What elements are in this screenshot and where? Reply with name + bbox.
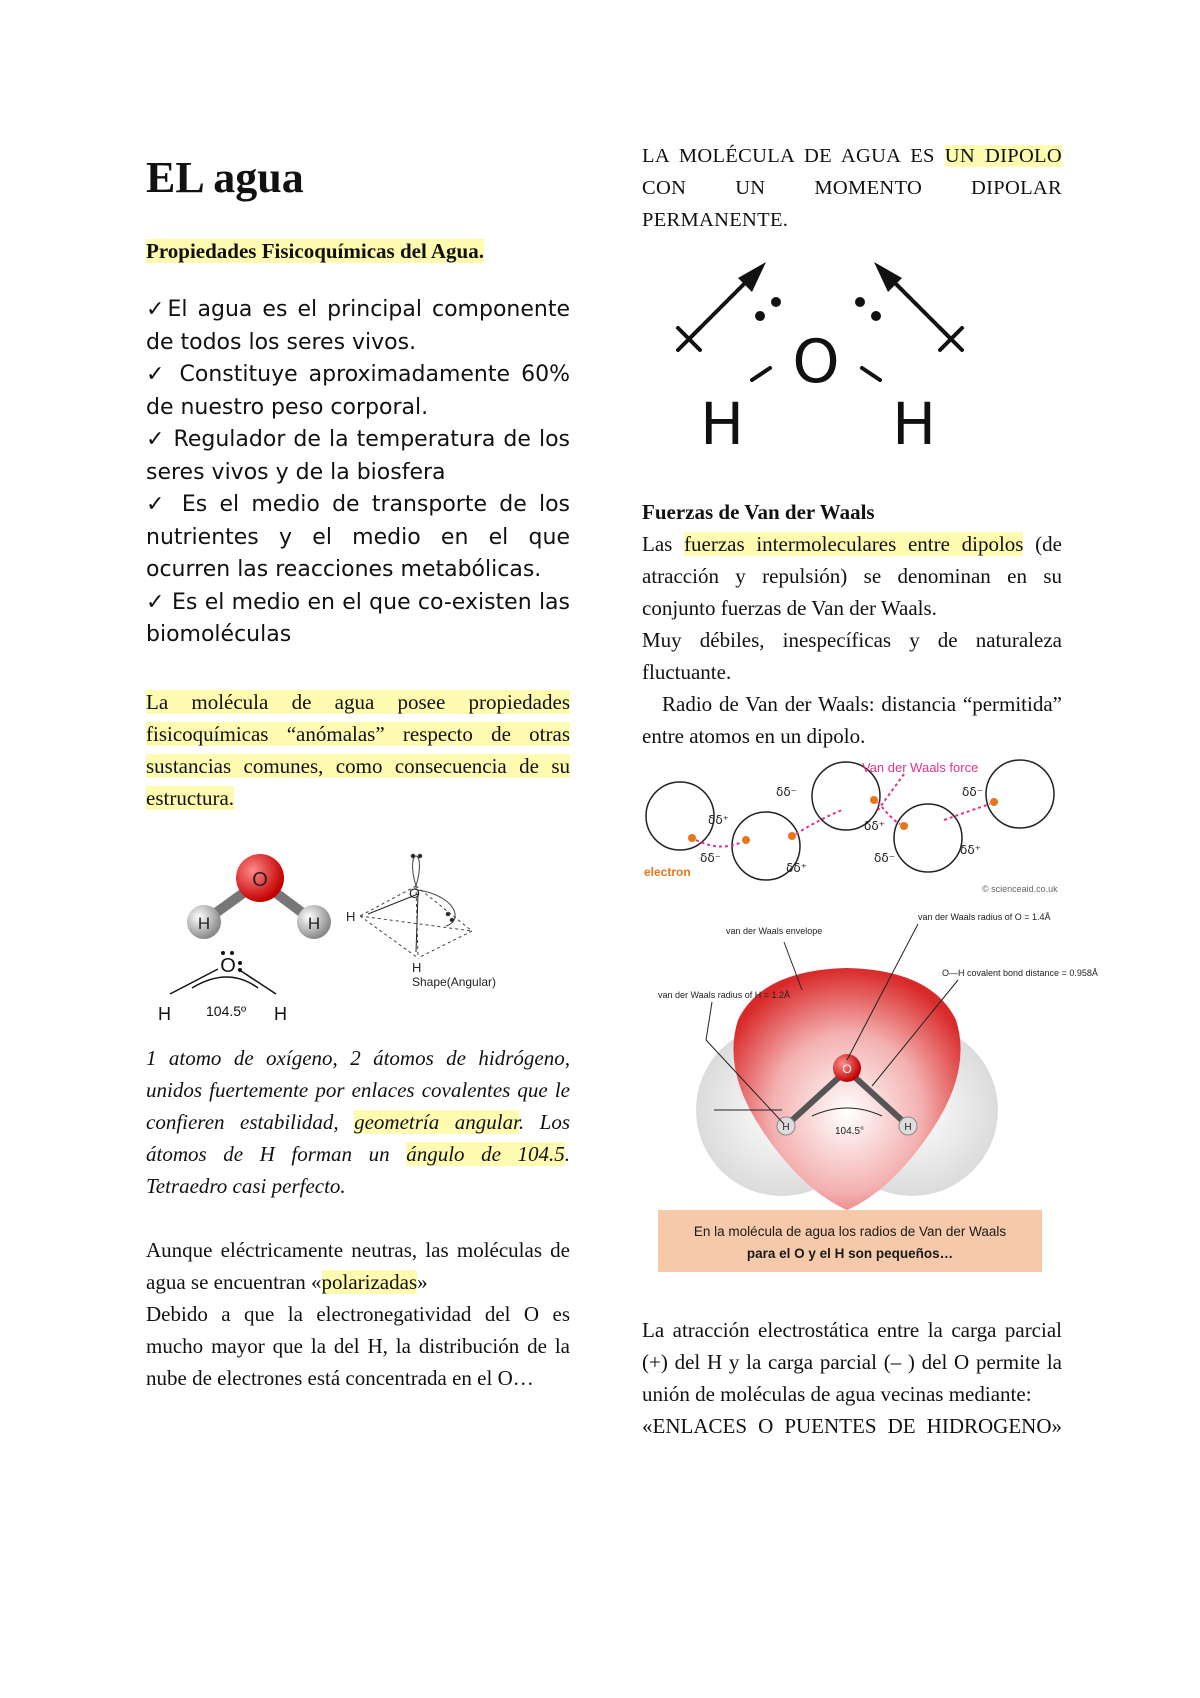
dipole-paragraph — [642, 140, 1062, 236]
shape-label: Shape(Angular) — [412, 974, 497, 989]
delta-minus-label: δδ⁻ — [700, 851, 722, 865]
delta-plus-label: δδ⁺ — [960, 843, 982, 857]
vdw-heading: Fuerzas de Van der Waals — [642, 500, 875, 524]
oxygen-label: O — [792, 327, 840, 397]
delta-plus-label: δδ⁺ — [786, 861, 808, 875]
subtitle-highlight: Propiedades Fisicoquímicas del Agua. — [146, 239, 484, 263]
vdw-radius-paragraph: Radio de Van der Waals: distancia “permitida” entre atomos en un dipolo. — [642, 692, 1062, 748]
list-item: ✓ Constituye aproximadamente 60% de nuestro peso corporal. — [146, 362, 570, 420]
right-column — [642, 140, 1098, 1442]
tetrahedral-diagram — [360, 854, 472, 958]
electronegativity-paragraph: Debido a que la electronegatividad del O es mucho mayor que la del H, la distribución de la nube de electrones está concentrada en el O… — [146, 1301, 570, 1390]
vdw-force-label: Van der Waals force — [862, 760, 979, 775]
hydrogen-label: H — [782, 1122, 790, 1133]
electron-label: electron — [644, 865, 691, 879]
page-title: EL agua — [146, 153, 304, 202]
dipole-figure — [642, 244, 1062, 458]
dipole-highlight: UN DIPOLO — [944, 145, 1062, 167]
structure-highlight: ángulo de 104.5 — [406, 1141, 565, 1166]
oxygen-label: O — [252, 868, 268, 891]
oxygen-label: O — [842, 1062, 852, 1076]
angle-label: 104.5° — [835, 1126, 865, 1137]
vdw-radius-figure — [642, 910, 1098, 1290]
caption-line: En la molécula de agua los radios de Van der Waals — [693, 1224, 1007, 1239]
hydrogen-label: H — [274, 1003, 287, 1024]
delta-minus-label: δδ⁻ — [962, 785, 984, 799]
vdw-text: (de atracción y repulsión) se denominan en su conjunto fuerzas de Van der Waals. — [642, 532, 1062, 620]
dipole-text: CON UN MOMENTO DIPOLAR PERMANENTE. — [642, 177, 1062, 231]
angle-label: 104.5º — [206, 1002, 247, 1019]
list-item: ✓ Es el medio en el que co-existen las biomoléculas — [146, 589, 570, 647]
delta-minus-label: δδ⁻ — [776, 785, 798, 799]
radius-o-label: van der Waals radius of O = 1.4Å — [918, 912, 1051, 922]
vdw-text: Las — [642, 532, 685, 556]
polar-highlight: polarizadas — [321, 1269, 418, 1294]
hydrogen-label: H — [892, 390, 936, 458]
structure-text: . Los átomos de H forman un — [146, 1109, 571, 1166]
envelope-label: van der Waals envelope — [726, 926, 823, 936]
molecule-figures — [146, 826, 570, 1056]
list-item: ✓ Es el medio de transporte de los nutrientes y el medio en el que ocurren las reacciones metabólicas. — [146, 492, 570, 582]
credit-label: © scienceaid.co.uk — [982, 884, 1058, 894]
section-subtitle — [146, 236, 570, 266]
hydrogen-label: H — [346, 908, 356, 924]
delta-plus-label: δδ⁺ — [864, 819, 886, 833]
vdw-paragraph — [642, 528, 1062, 624]
hydrogen-label: H — [158, 1003, 171, 1024]
dipole-text: LA MOLÉCULA DE AGUA ES — [642, 145, 945, 167]
hydrogen-label: H — [700, 390, 744, 458]
delta-minus-label: δδ⁻ — [874, 851, 896, 865]
radius-h-label: van der Waals radius of H = 1.2Å — [658, 990, 790, 1000]
oxygen-label: O — [409, 884, 420, 901]
structure-highlight: geometría angular — [354, 1109, 519, 1134]
properties-list — [146, 294, 570, 652]
ball-stick-model — [187, 854, 331, 939]
polar-text: » — [417, 1269, 428, 1294]
caption-line: para el O y el H son pequeños… — [746, 1246, 954, 1261]
anomalous-paragraph — [146, 686, 570, 814]
oxygen-label: O — [220, 954, 236, 977]
left-column — [146, 140, 570, 1394]
angle-diagram — [158, 951, 287, 1024]
vdw-force-figure — [642, 760, 1062, 900]
water-molecule-figure — [146, 826, 570, 1056]
hbond-paragraph: La atracción electrostática entre la carga parcial (+) del H y la carga parcial (– ) del O permite la unión de moléculas de agua vecinas mediante: — [642, 1318, 1062, 1406]
hbond-name: «ENLACES O PUENTES DE HIDROGENO» — [642, 1414, 1062, 1438]
structure-paragraph — [146, 1042, 570, 1202]
vdw-weak-paragraph: Muy débiles, inespecíficas y de naturaleza fluctuante. — [642, 628, 1062, 684]
list-item: ✓El agua es el principal componente de todos los seres vivos. — [146, 297, 570, 355]
bond-label: O—H covalent bond distance = 0.958Å — [942, 968, 1098, 978]
polar-text: Aunque eléctricamente neutras, las moléculas de agua se encuentran « — [146, 1237, 570, 1294]
list-item: ✓ Regulador de la temperatura de los seres vivos y de la biosfera — [146, 427, 570, 485]
anomalous-highlight: La molécula de agua posee propiedades fisicoquímicas “anómalas” respecto de otras sustancias comunes, como consecuencia de su estructura. — [146, 689, 570, 810]
hydrogen-label: H — [412, 959, 422, 975]
hydrogen-label: H — [197, 913, 211, 933]
structure-text: 1 atomo de oxígeno, 2 átomos de hidrógeno, unidos fuertemente por enlaces covalentes que le confieren estabilidad, — [146, 1045, 570, 1134]
structure-text: . Tetraedro casi perfecto. — [146, 1141, 571, 1198]
polar-paragraph — [146, 1234, 570, 1298]
hydrogen-label: H — [307, 913, 321, 933]
hydrogen-label: H — [904, 1122, 912, 1133]
vdw-highlight: fuerzas intermoleculares entre dipolos — [684, 532, 1024, 556]
delta-plus-label: δδ⁺ — [708, 813, 730, 827]
